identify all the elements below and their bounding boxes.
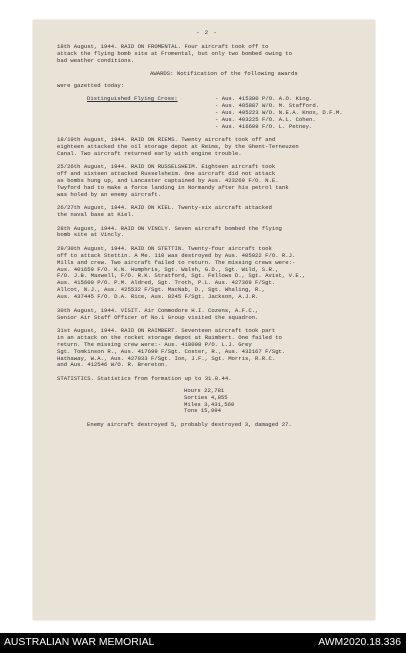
entry-visit [57,308,357,322]
entry-line: 25/26th August, 1944. RAID ON RUSSELSHEIM. Eighteen aircraft took [57,163,276,171]
dfc-recipient: - Aus. 405223 W/O. N.E.A. Knox, D.F.M. [215,108,343,116]
entry-line: was holed by an enemy aircraft. [57,190,162,198]
entry-line: Senior Air Staff Officer of No.1 Group visited the squadron. [57,313,259,321]
accession-number: AWM2020.18.336 [318,637,401,648]
entry-line: 30th August, 1944. VISIT. Air Commodore H.I. Cozens, A.F.C., [57,306,259,314]
entry-line: Sgt. Tomkinson R., Aus. 417699 F/Sgt. Coster, R., Aus. 432167 F/Sgt. [57,347,286,355]
statistics-table [57,388,357,416]
entry-line: 31st August, 1944. RAID ON RAIMBERT. Seventeen aircraft took part [57,326,276,334]
entry-vincly [57,226,357,240]
entry-line: Mills and crew. Two aircraft failed to return. The missing crews were:- [57,258,296,266]
entry-line: 28th August, 1944. RAID ON VINCLY. Seven aircraft bombed the flying [57,224,282,232]
entry-line: 18th August, 1944. RAID ON FROMENTAL. Four aircraft took off to [57,42,269,50]
entry-line: the naval base at Kiel. [57,211,135,219]
entry-line: bad weather conditions. [57,56,135,64]
entry-line: Aus. 401659 F/O. K.N. Humphris, Sgt. Walsh, G.D., Sgt. Wild, S.R., [57,265,279,273]
entry-line: as bombs hung up, and Lancaster captained by Aus. 423269 F/O. N.E. [57,177,279,184]
entry-line: 29/30th August, 1944. RAID ON STETTIN. Twenty-four aircraft took [57,244,272,252]
entry-line: attack the flying bomb site at Fromental, but only two bombed owing to [57,49,292,57]
statistics-row: Sorties 4,855 [184,393,228,401]
entry-fromental [57,44,357,65]
entry-line: Aus. 415600 P/O. P.M. Aldred, Sgt. Troth, P.L. Aus. 427369 F/Sgt. [57,279,276,287]
entry-line: Allcot, N.J., Aus. 425532 F/Sgt. MacNab, D., Sgt. Whaling, R., [57,286,266,294]
entry-russelsheim [57,164,357,199]
entry-raimbert [57,328,357,369]
awards-intro: were gazetted today: [57,82,125,90]
entry-line: Canal. Two aircraft returned early with engine trouble. [57,149,242,157]
entry-line: Aus. 437445 F/O. D.A. Rice, Aus. 8245 F/Sgt. Jackson, A.J.R. [57,293,259,301]
entry-stettin [57,246,357,301]
statistics-row: Tons 15,994 [184,407,221,415]
entry-line: off and sixteen attacked Russelsheim. One aircraft did not attack [57,170,276,178]
dfc-recipient: - Aus. 416609 F/O. L. Petney. [215,122,313,130]
awards-title: AWARDS: Notification of the following awards [150,70,298,78]
entry-line: Hathaway, W.A., Aus. 427033 F/Sgt. Ion, J.F., Sgt. Morris, R.R.C. [57,354,276,362]
footer-bar [0,633,406,653]
entry-line: in an attack on the rocket storage depot at Raimbert. One failed to [57,333,282,341]
entry-line: off to attack Stettin. A Me. 110 was destroyed by Aus. 405922 F/O. R.J. [57,251,296,259]
statistics-row: Miles 3,431,560 [184,400,235,408]
dfc-awards [57,96,357,131]
entry-line: 26/27th August, 1944. RAID ON KIEL. Twenty-six aircraft attacked [57,204,272,212]
dfc-recipient: - Aus. 405887 W/O. M. Stafford. [215,101,320,109]
dfc-label: Distinguished Flying Cross: [87,94,178,102]
entry-kiel [57,205,357,219]
entry-line: 18/19th August, 1944. RAID ON RIEMS. Twenty aircraft took off and [57,135,276,143]
statistics-row: Hours 22,781 [184,386,225,394]
entry-line: Twyford had to make a force landing in Normandy after his petrol tank [57,183,289,191]
enemy-aircraft-summary: Enemy aircraft destroyed 5, probably destroyed 3, damaged 27. [87,421,292,429]
entry-reims [57,137,357,158]
dfc-recipient: - Aus. 415380 P/O. A.O. King. [215,94,313,102]
institution-name: AUSTRALIAN WAR MEMORIAL [4,637,155,648]
entry-line: bomb site at Vincly. [57,231,125,239]
entry-line: return. The missing crew were:- Aus. 418098 P/O. L.J. Grey [57,340,252,348]
document-text [57,30,357,429]
dfc-recipient: - Aus. 403225 F/O. A.L. Cohen. [215,115,316,123]
entry-line: and Aus. 412546 W/O. R. Brereton. [57,361,168,369]
entry-line: eighteen attacked the oil storage depot at Reims, by the Ghent-Terneuzen [57,142,299,150]
statistics-heading: STATISTICS. Statistics from formation up to 31.8.44. [57,374,232,382]
entry-line: F/O. J.B. Maxwell, F/O. R.K. Stratford, Sgt. Fellows D., Sgt. Avist, V.E., [57,272,306,280]
page-number: - 2 - [196,29,218,36]
